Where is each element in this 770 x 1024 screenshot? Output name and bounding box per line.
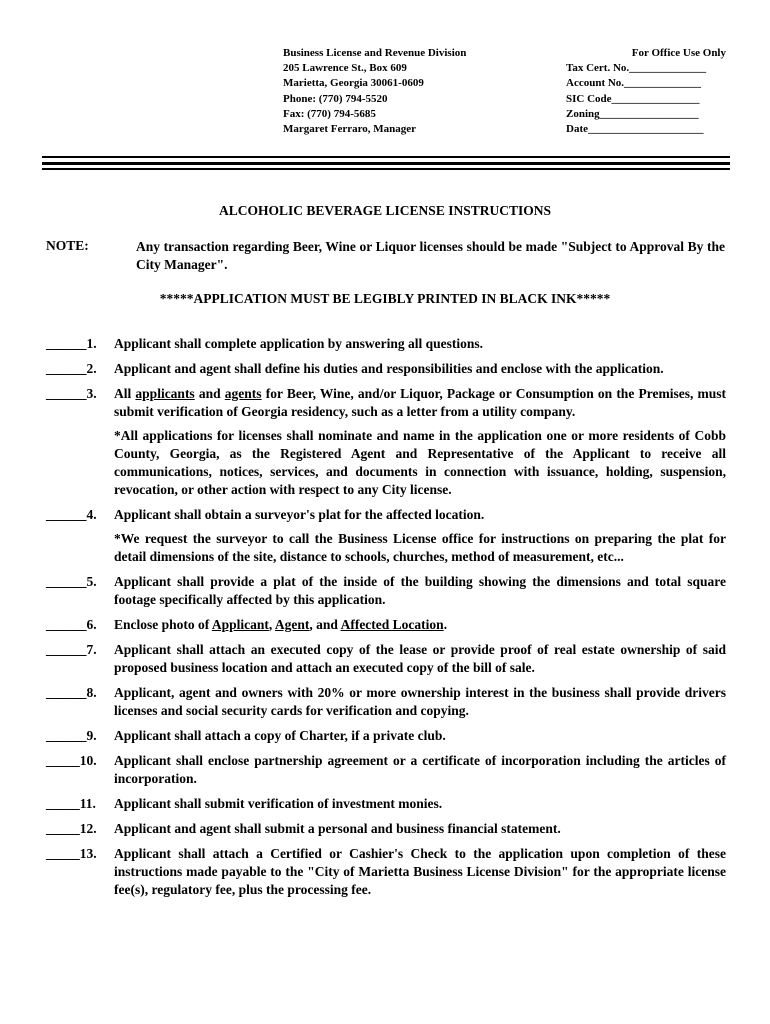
note-label: NOTE: bbox=[46, 238, 89, 253]
agents-underlined: agents bbox=[224, 386, 262, 401]
list-item bbox=[46, 335, 726, 353]
list-item bbox=[46, 506, 726, 566]
list-item bbox=[46, 616, 726, 634]
item-number: ______7. bbox=[46, 642, 97, 657]
phone-number: Phone: (770) 794-5520 bbox=[283, 92, 388, 105]
header-divider-bottom bbox=[42, 168, 730, 170]
division-address-block bbox=[283, 46, 466, 137]
zoning-field: Zoning__________________ bbox=[566, 107, 699, 120]
item-number: _____13. bbox=[46, 846, 97, 861]
date-field: Date_____________________ bbox=[566, 123, 704, 136]
street-address: 205 Lawrence St., Box 609 bbox=[283, 62, 407, 75]
item-text: Applicant shall attach a Certified or Cashier's Check to the application upon completion of these instructions made payable to the "City of Marietta Business License Division" for the appropriate license fee(s), regulatory fee, plus the processing fee. bbox=[114, 846, 726, 897]
item-number: _____12. bbox=[46, 821, 97, 836]
city-state-zip: Marietta, Georgia 30061-0609 bbox=[283, 77, 424, 90]
agent-underlined: Agent bbox=[274, 617, 310, 632]
item-number: _____10. bbox=[46, 753, 97, 768]
header-divider-top bbox=[42, 156, 730, 158]
item-note: *We request the surveyor to call the Business License office for instructions on preparing the plat for detail dimensions of the site, distance to schools, churches, method of measurement, etc... bbox=[114, 531, 726, 564]
item-text: Applicant shall obtain a surveyor's plat for the affected location. bbox=[114, 507, 485, 522]
list-item bbox=[46, 820, 726, 838]
item-number: ______6. bbox=[46, 617, 97, 632]
affected-location-underlined: Affected Location bbox=[340, 617, 444, 632]
item-text: Applicant, agent and owners with 20% or more ownership interest in the business shall provide drivers licenses and social security cards for verification and copying. bbox=[114, 685, 726, 718]
header-divider-middle bbox=[42, 162, 730, 165]
item-text: Applicant shall provide a plat of the inside of the building showing the dimensions and total square footage specifically affected by this application. bbox=[114, 574, 726, 607]
tax-cert-field: Tax Cert. No.______________ bbox=[566, 62, 707, 75]
item-number: ______2. bbox=[46, 361, 97, 376]
item-number: ______9. bbox=[46, 728, 97, 743]
office-use-block bbox=[566, 46, 726, 137]
item-note: *All applications for licenses shall nominate and name in the application one or more residents of Cobb County, Georgia, as the Registered Agent and Representative of the Applicant to receive all communications, notices, services, and documents in connection with issuance, holding, suspension, revocation, or other action with respect to any City license. bbox=[114, 428, 726, 497]
item-text: Applicant shall complete application by answering all questions. bbox=[114, 336, 484, 351]
note-text: Any transaction regarding Beer, Wine or Liquor licenses should be made "Subject to Approval By the City Manager". bbox=[136, 239, 725, 272]
item-number: _____11. bbox=[46, 796, 96, 811]
list-item bbox=[46, 360, 726, 378]
account-no-field: Account No.______________ bbox=[566, 77, 702, 90]
list-item bbox=[46, 845, 726, 899]
manager-name: Margaret Ferraro, Manager bbox=[283, 123, 417, 136]
list-item bbox=[46, 795, 726, 813]
item-number: ______1. bbox=[46, 336, 97, 351]
list-item bbox=[46, 727, 726, 745]
document-title: ALCOHOLIC BEVERAGE LICENSE INSTRUCTIONS bbox=[219, 203, 551, 218]
list-item bbox=[46, 573, 726, 609]
item-text: Applicant shall enclose partnership agreement or a certificate of incorporation including the articles of incorporation. bbox=[114, 753, 726, 786]
item-text: All applicants and agents for Beer, Wine, and/or Liquor, Package or Consumption on the Premises, must submit verification of Georgia residency, such as a letter from a utility company. bbox=[114, 386, 726, 419]
office-use-title: For Office Use Only bbox=[631, 47, 726, 59]
item-number: ______3. bbox=[46, 386, 97, 401]
division-name: Business License and Revenue Division bbox=[283, 47, 467, 59]
item-text: Applicant shall attach a copy of Charter, if a private club. bbox=[114, 728, 446, 743]
list-item bbox=[46, 752, 726, 788]
item-text: Applicant and agent shall submit a personal and business financial statement. bbox=[114, 821, 561, 836]
list-item bbox=[46, 385, 726, 499]
ink-notice: *****APPLICATION MUST BE LEGIBLY PRINTED IN BLACK INK***** bbox=[159, 291, 611, 306]
item-text: Applicant shall submit verification of investment monies. bbox=[114, 796, 443, 811]
fax-number: Fax: (770) 794-5685 bbox=[283, 107, 376, 120]
applicant-underlined: Applicant bbox=[211, 617, 269, 632]
list-item bbox=[46, 684, 726, 720]
list-item bbox=[46, 641, 726, 677]
item-number: ______8. bbox=[46, 685, 97, 700]
item-number: ______4. bbox=[46, 507, 97, 522]
instructions-list bbox=[46, 335, 726, 906]
applicants-underlined: applicants bbox=[135, 386, 195, 401]
item-text: Applicant and agent shall define his duties and responsibilities and enclose with the application. bbox=[114, 361, 664, 376]
item-number: ______5. bbox=[46, 574, 97, 589]
sic-code-field: SIC Code________________ bbox=[566, 92, 700, 105]
item-text: Enclose photo of Applicant, Agent, and Affected Location. bbox=[114, 617, 448, 632]
item-text: Applicant shall attach an executed copy of the lease or provide proof of real estate ownership of said proposed business location and attach an executed copy of the bill of sale. bbox=[114, 642, 726, 675]
